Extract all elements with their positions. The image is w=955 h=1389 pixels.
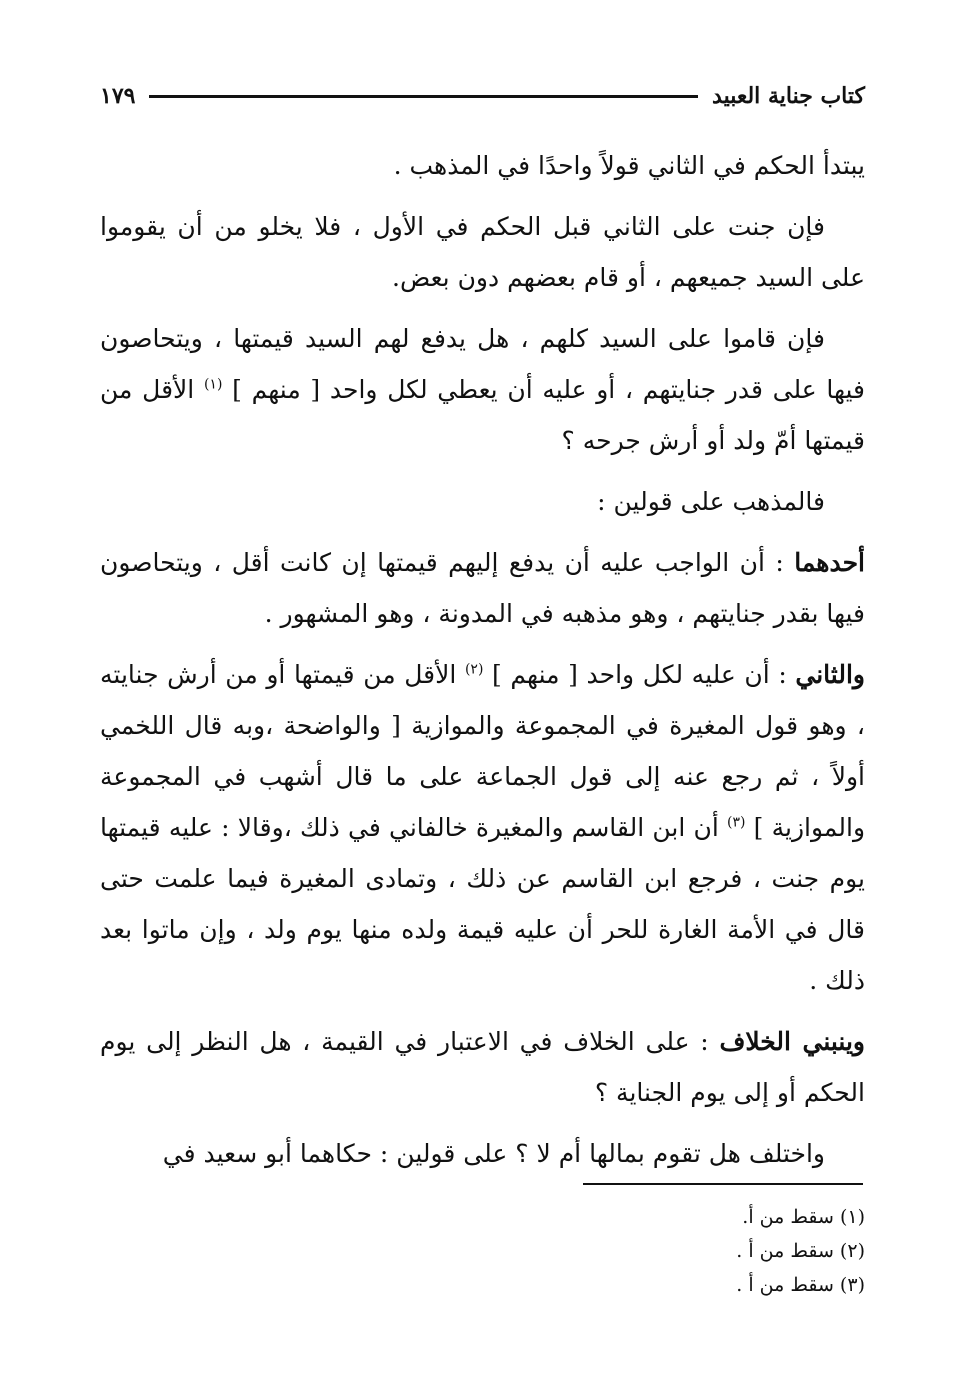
footnote-1: (١) سقط من أ. <box>742 1206 865 1228</box>
footnote-reference: (٣) <box>727 814 746 831</box>
paragraph <box>100 1016 865 1118</box>
running-header <box>100 76 865 116</box>
section-lead-term: والثاني <box>795 660 865 689</box>
paragraph <box>100 476 865 527</box>
paragraph-text: الأقل من قيمتها أو من أرش جنايته ، وهو قول المغيرة في المجموعة والموازية [ والواضحة ،وبه قال اللخمي أولاً ، ثم رجع عنه إلى قول الجماعة على ما قال أشهب في المجموعة والموازية ] <box>100 660 866 842</box>
footnote-separator <box>583 1183 863 1185</box>
section-lead-term: أحدهما <box>794 548 865 577</box>
paragraph-text: فإن جنت على الثاني قبل الحكم في الأول ، فلا يخلو من أن يقوموا على السيد جميعهم ، أو قام بعضهم دون بعض. <box>100 212 865 292</box>
paragraph <box>100 140 865 191</box>
paragraph-text: : أن الواجب عليه أن يدفع إليهم قيمتها إن كانت أقل ، ويتحاصون فيها بقدر جنايتهم ، وهو مذهبه في المدونة ، وهو المشهور . <box>100 548 865 628</box>
paragraph-text: واختلف هل تقوم بمالها أم لا ؟ على قولين : حكاهما أبو سعيد في <box>162 1139 825 1168</box>
paragraph-text: فالمذهب على قولين : <box>597 487 825 516</box>
paragraph-text: فإن قاموا على السيد كلهم ، هل يدفع لهم السيد قيمتها ، ويتحاصون فيها على قدر جنايتهم ، أو عليه أن يعطي لكل واحد [ منهم ] <box>100 324 865 404</box>
paragraph-text: يبتدأ الحكم في الثاني قولاً واحدًا في المذهب . <box>393 151 865 180</box>
paragraph <box>100 1128 865 1179</box>
page-number: ١٧٩ <box>100 83 136 109</box>
paragraph-text: : على الخلاف في الاعتبار في القيمة ، هل النظر إلى يوم الحكم أو إلى يوم الجناية ؟ <box>100 1027 865 1107</box>
main-text <box>100 140 865 1189</box>
paragraph-text: الأقل من قيمتها أمّ ولد أو أرش جرحه ؟ <box>100 375 865 455</box>
paragraph-text: : أن عليه لكل واحد [ منهم ] <box>483 660 796 689</box>
section-lead-term: وينبني الخلاف <box>719 1027 865 1056</box>
header-rule <box>149 95 698 98</box>
footnote-3: (٣) سقط من أ . <box>736 1274 865 1296</box>
footnote-2: (٢) سقط من أ . <box>736 1240 865 1262</box>
paragraph <box>100 537 865 639</box>
paragraph <box>100 201 865 303</box>
footnote-reference: (١) <box>203 376 223 393</box>
paragraph <box>100 649 865 1006</box>
footnotes <box>500 1200 865 1302</box>
footnote-reference: (٢) <box>464 661 484 678</box>
paragraph <box>100 313 865 466</box>
paragraph-text: أن ابن القاسم والمغيرة خالفاني في ذلك ،وقالا : عليه قيمتها يوم جنت ، فرجع ابن القاسم عن ذلك ، وتمادى المغيرة فيما علمت حتى قال في الأمة الغارة للحر أن عليه قيمة ولده منها يوم ولد ، وإن ماتوا بعد ذلك . <box>100 813 865 995</box>
chapter-title: كتاب جناية العبيد <box>712 83 865 109</box>
